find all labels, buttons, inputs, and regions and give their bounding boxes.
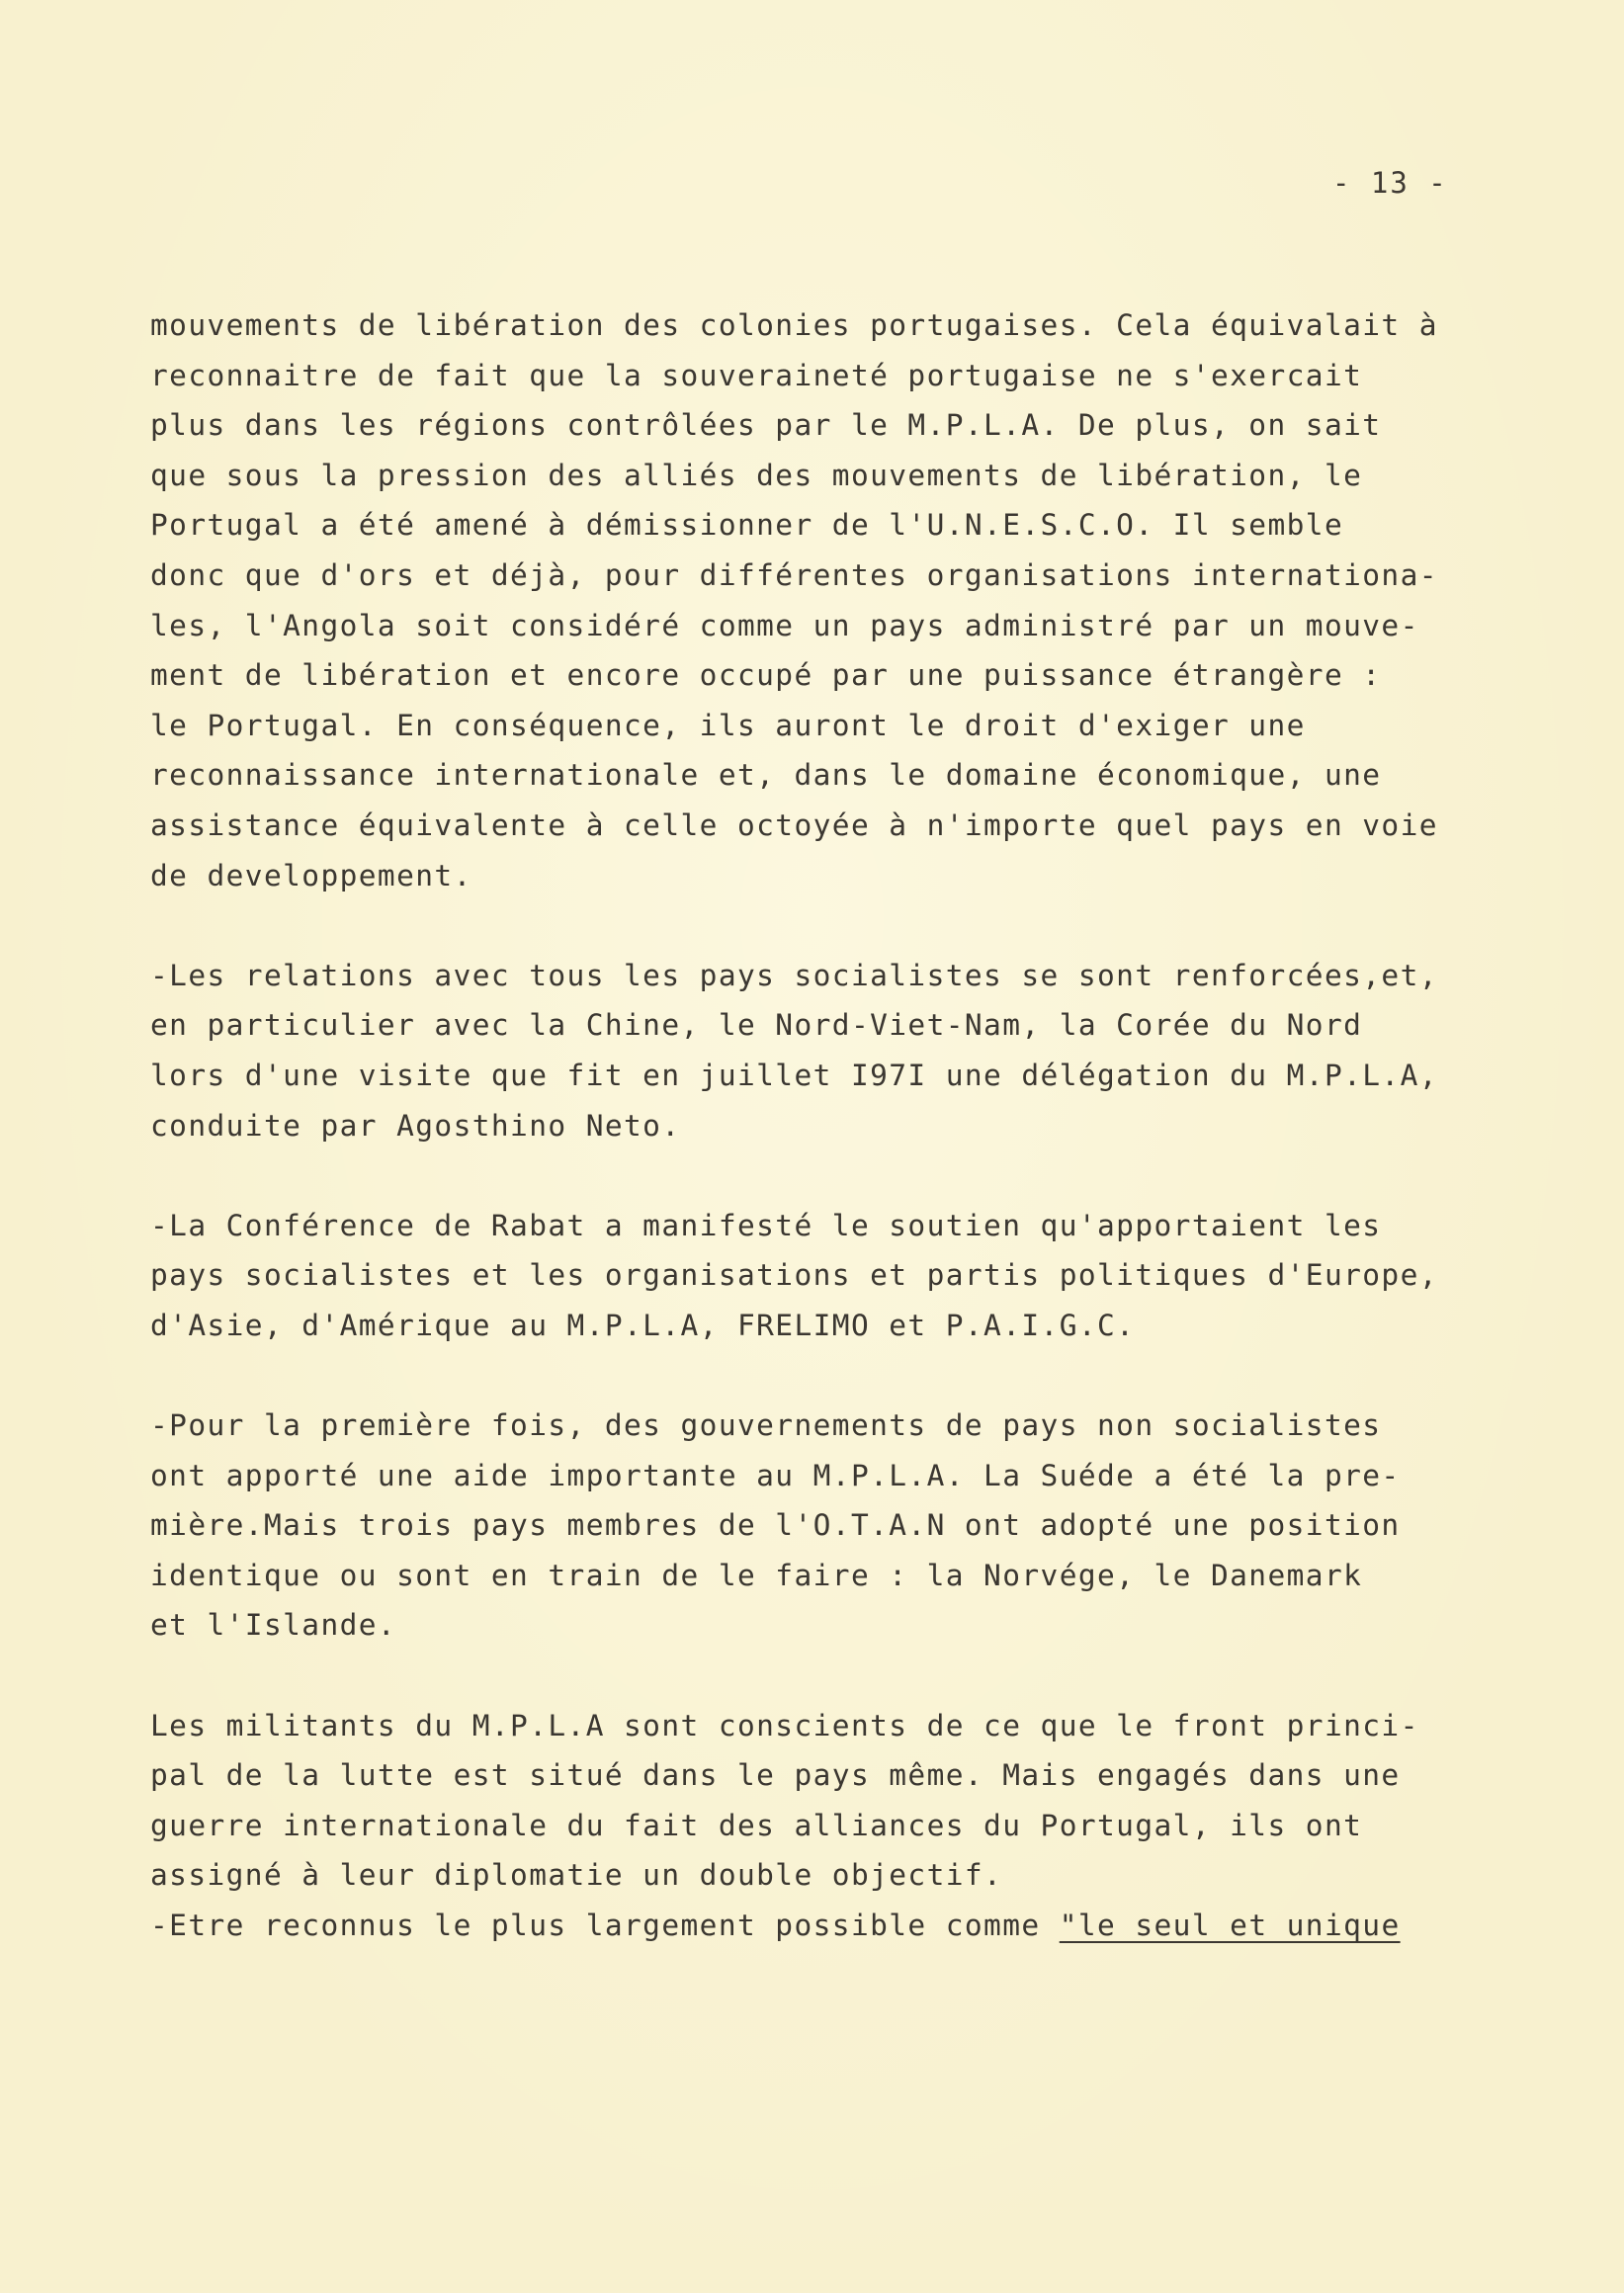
paragraph-5: [150, 1701, 1534, 1951]
text-line: conduite par Agosthino Neto.: [150, 1108, 681, 1143]
text-line: reconnaissance internationale et, dans le domaine économique, une: [150, 758, 1382, 793]
text-line: pays socialistes et les organisations et partis politiques d'Europe,: [150, 1258, 1438, 1293]
paragraph-3: [150, 1201, 1534, 1351]
text-line: -Les relations avec tous les pays socialistes se sont renforcées,et,: [150, 958, 1438, 992]
text-line: que sous la pression des alliés des mouvements de libération, le: [150, 458, 1363, 492]
text-line: d'Asie, d'Amérique au M.P.L.A, FRELIMO et P.A.I.G.C.: [150, 1308, 1136, 1342]
page-number: - 13 -: [1332, 166, 1448, 200]
text-line: ment de libération et encore occupé par une puissance étrangère :: [150, 658, 1382, 693]
paragraph-gap: [150, 1150, 1534, 1201]
text-line: pal de la lutte est situé dans le pays même. Mais engagés dans une: [150, 1758, 1401, 1793]
text-line: mouvements de libération des colonies portugaises. Cela équivalait à: [150, 308, 1438, 342]
underlined-quote: "le seul et unique: [1059, 1909, 1401, 1942]
text-line-lead: -Etre reconnus le plus largement possible comme: [150, 1909, 1060, 1942]
text-line: le Portugal. En conséquence, ils auront le droit d'exiger une: [150, 708, 1306, 742]
text-line-last: [150, 1901, 1534, 1951]
text-line: en particulier avec la Chine, le Nord-Viet-Nam, la Corée du Nord: [150, 1008, 1363, 1043]
paragraph-1: [150, 300, 1534, 900]
text-line: guerre internationale du fait des alliances du Portugal, ils ont: [150, 1808, 1363, 1842]
text-line: assistance équivalente à celle octoyée à n'importe quel pays en voie: [150, 807, 1438, 842]
text-line: Les militants du M.P.L.A sont conscients de ce que le front princi-: [150, 1708, 1419, 1742]
text-line: de developpement.: [150, 858, 472, 892]
text-line: assigné à leur diplomatie un double objectif.: [150, 1858, 1003, 1893]
paragraph-gap: [150, 900, 1534, 951]
text-line: Portugal a été amené à démissionner de l'U.N.E.S.C.O. Il semble: [150, 508, 1344, 543]
text-line: et l'Islande.: [150, 1608, 397, 1643]
paragraph-gap: [150, 1350, 1534, 1401]
text-line: donc que d'ors et déjà, pour différentes organisations internationa-: [150, 557, 1438, 592]
text-line: identique ou sont en train de le faire : la Norvége, le Danemark: [150, 1558, 1363, 1592]
text-line: -Pour la première fois, des gouvernements de pays non socialistes: [150, 1408, 1382, 1443]
paragraph-gap: [150, 1651, 1534, 1701]
text-line: -La Conférence de Rabat a manifesté le soutien qu'apportaient les: [150, 1208, 1382, 1242]
text-line: reconnaitre de fait que la souveraineté portugaise ne s'exercait: [150, 358, 1363, 392]
text-line: lors d'une visite que fit en juillet I97I une délégation du M.P.L.A,: [150, 1058, 1438, 1092]
text-line: les, l'Angola soit considéré comme un pays administré par un mouve-: [150, 608, 1419, 642]
text-line: mière.Mais trois pays membres de l'O.T.A.N ont adopté une position: [150, 1508, 1401, 1543]
text-line: ont apporté une aide importante au M.P.L.A. La Suéde a été la pre-: [150, 1458, 1401, 1492]
text-line: plus dans les régions contrôlées par le M.P.L.A. De plus, on sait: [150, 408, 1382, 443]
paragraph-2: [150, 951, 1534, 1150]
paragraph-4: [150, 1401, 1534, 1651]
body-text: [150, 300, 1534, 1951]
